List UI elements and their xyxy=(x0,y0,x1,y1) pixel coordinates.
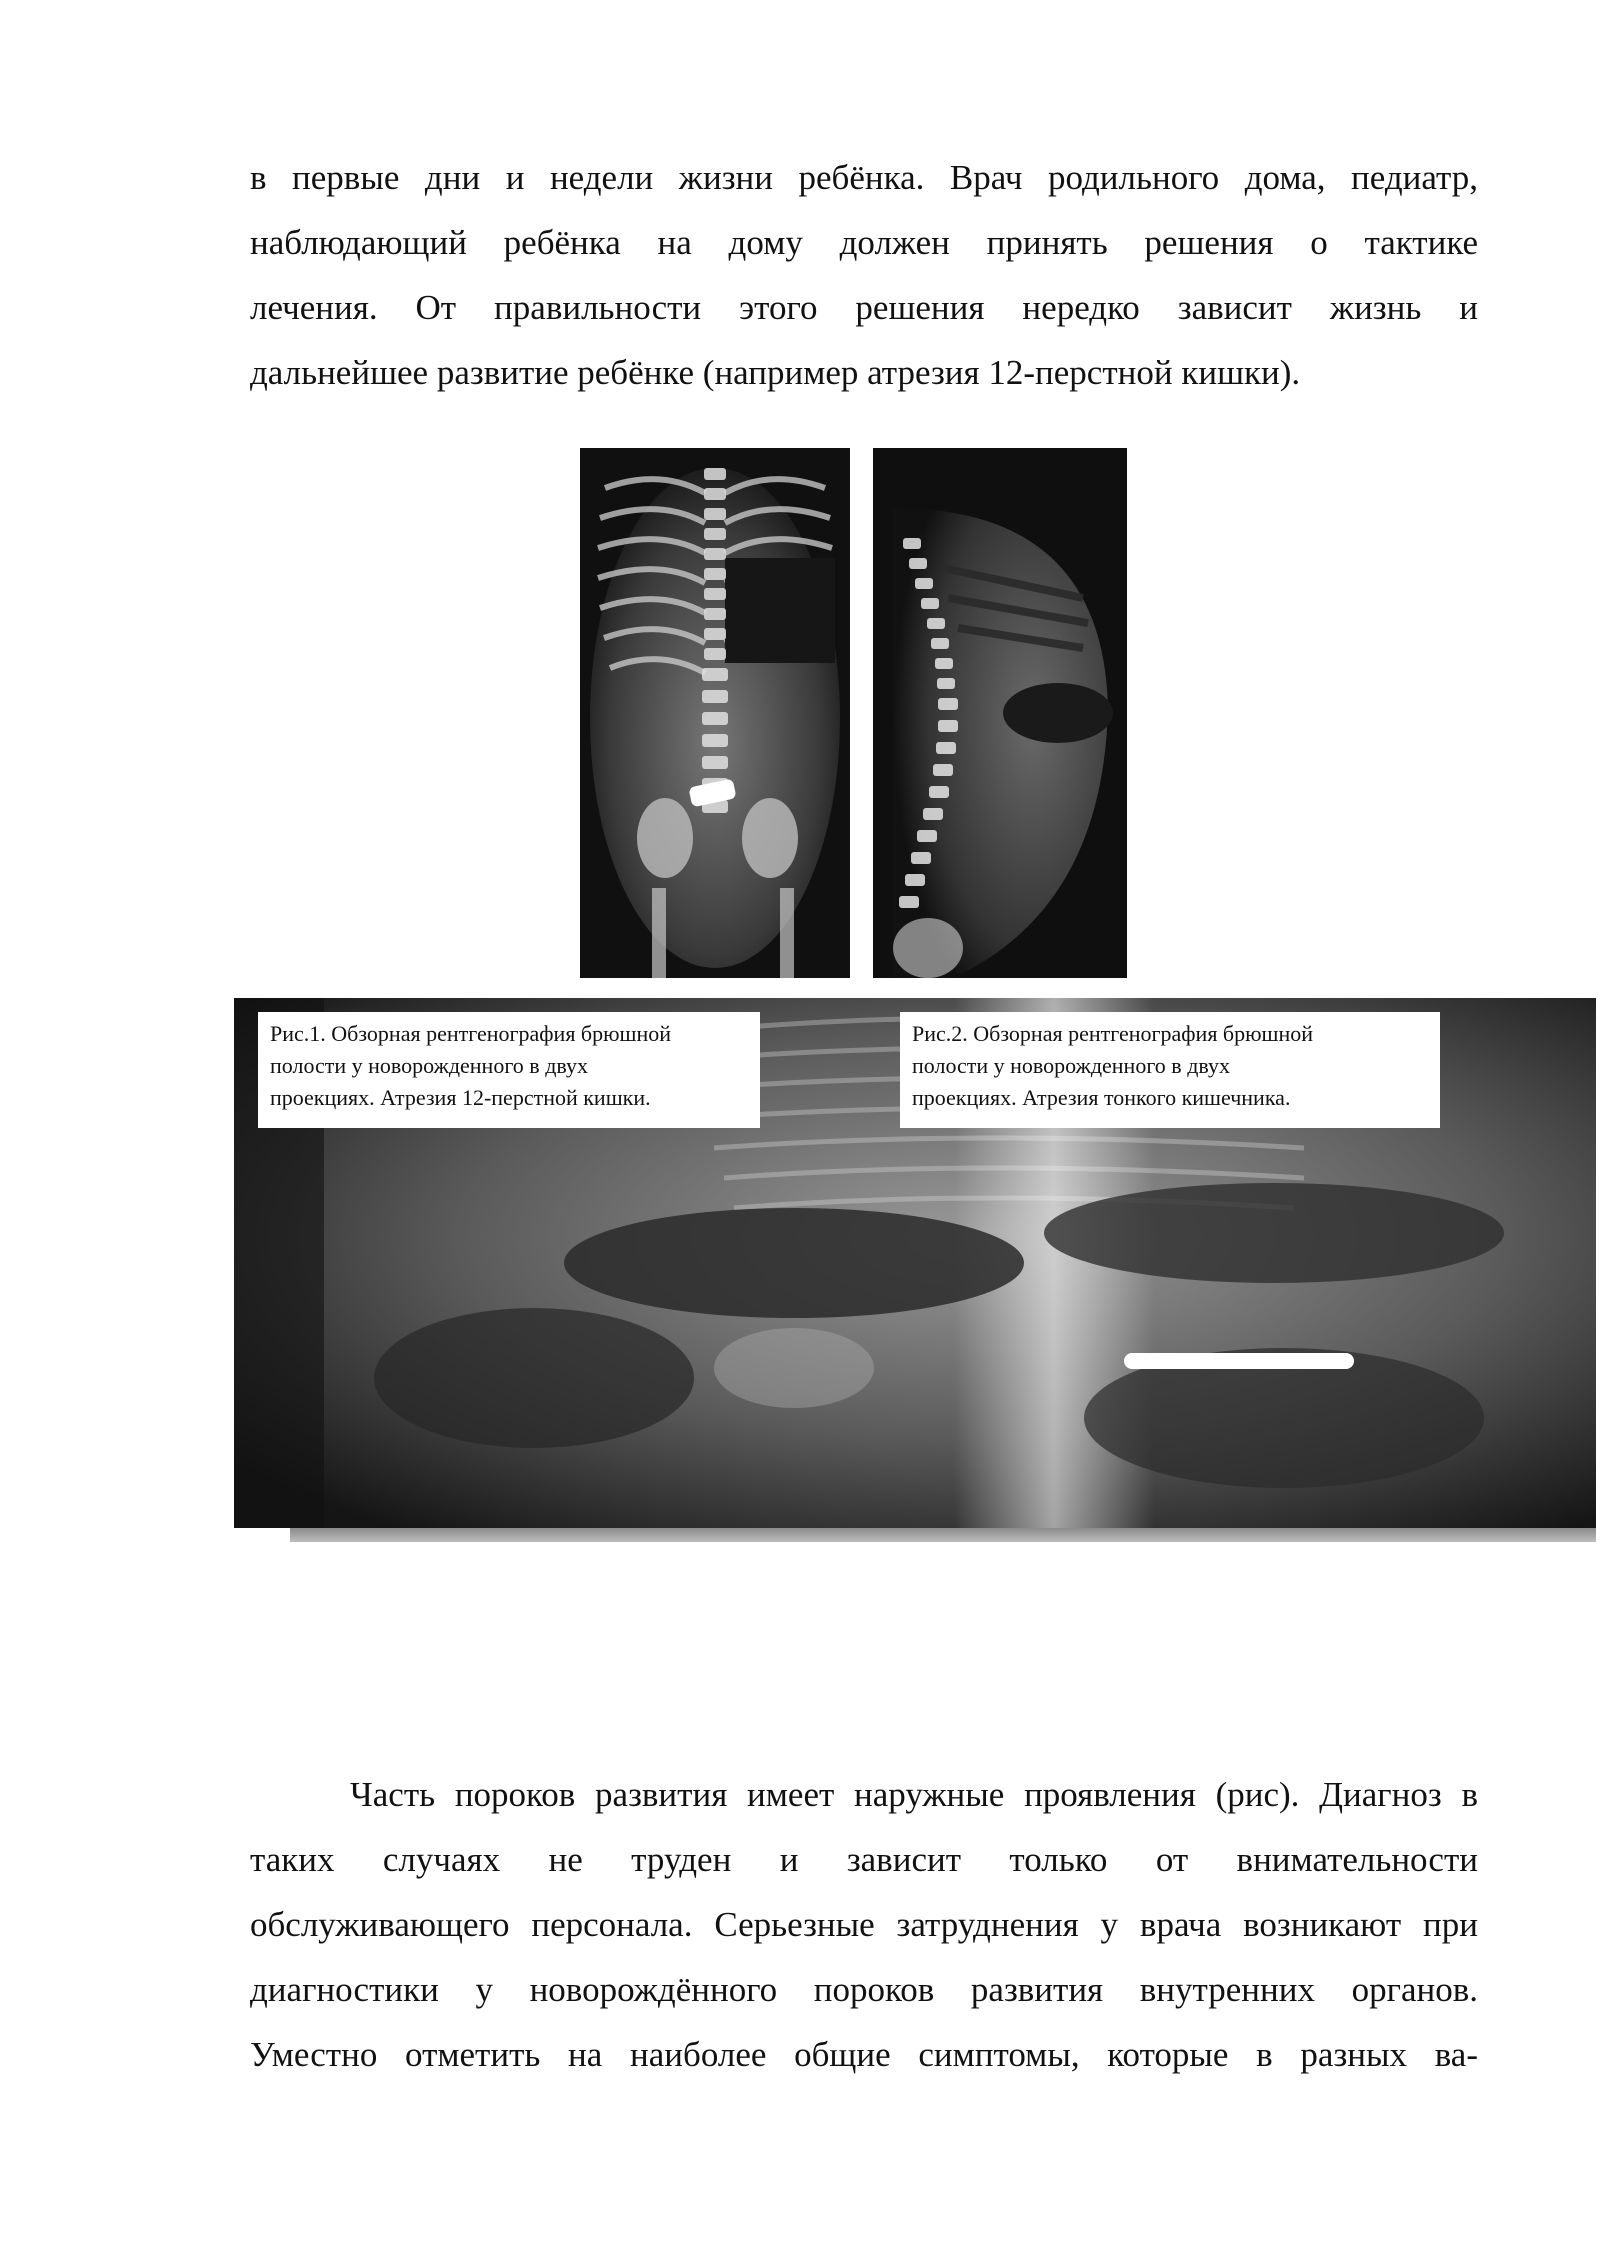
text-line: таких случаях не труден и зависит только от внимательности xyxy=(250,1840,1478,1879)
xray-lateral-image xyxy=(873,448,1127,978)
text-line: Уместно отметить на наиболее общие симптомы, которые в разных ва- xyxy=(250,2035,1478,2074)
xray-frontal-image xyxy=(580,448,850,978)
figure2-caption xyxy=(900,1012,1440,1128)
paragraph-top xyxy=(250,145,1478,405)
image-shadow xyxy=(290,1528,1596,1542)
caption-line: полости у новорожденного в двух xyxy=(912,1053,1231,1078)
text-line: наблюдающий ребёнка на дому должен принять решения о тактике xyxy=(250,223,1478,262)
text-line: лечения. От правильности этого решения нередко зависит жизнь и xyxy=(250,288,1478,327)
figure1-caption xyxy=(258,1012,760,1128)
text-line: в первые дни и недели жизни ребёнка. Врач родильного дома, педиатр, xyxy=(250,158,1478,197)
paragraph-bottom xyxy=(250,1762,1478,2087)
text-line: обслуживающего персонала. Серьезные затруднения у врача возникают при xyxy=(250,1905,1478,1944)
caption-line: проекциях. Атрезия 12-перстной кишки. xyxy=(270,1085,651,1110)
caption-line: Рис.1. Обзорная рентгенография брюшной xyxy=(270,1021,672,1046)
caption-line: проекциях. Атрезия тонкого кишечника. xyxy=(912,1085,1291,1110)
text-line: дальнейшее развитие ребёнке (например атрезия 12-перстной кишки). xyxy=(250,353,1301,392)
text-line: Часть пороков развития имеет наружные проявления (рис). Диагноз в xyxy=(350,1775,1478,1814)
text-line: диагностики у новорождённого пороков развития внутренних органов. xyxy=(250,1970,1478,2009)
caption-line: полости у новорожденного в двух xyxy=(270,1053,589,1078)
caption-line: Рис.2. Обзорная рентгенография брюшной xyxy=(912,1021,1314,1046)
